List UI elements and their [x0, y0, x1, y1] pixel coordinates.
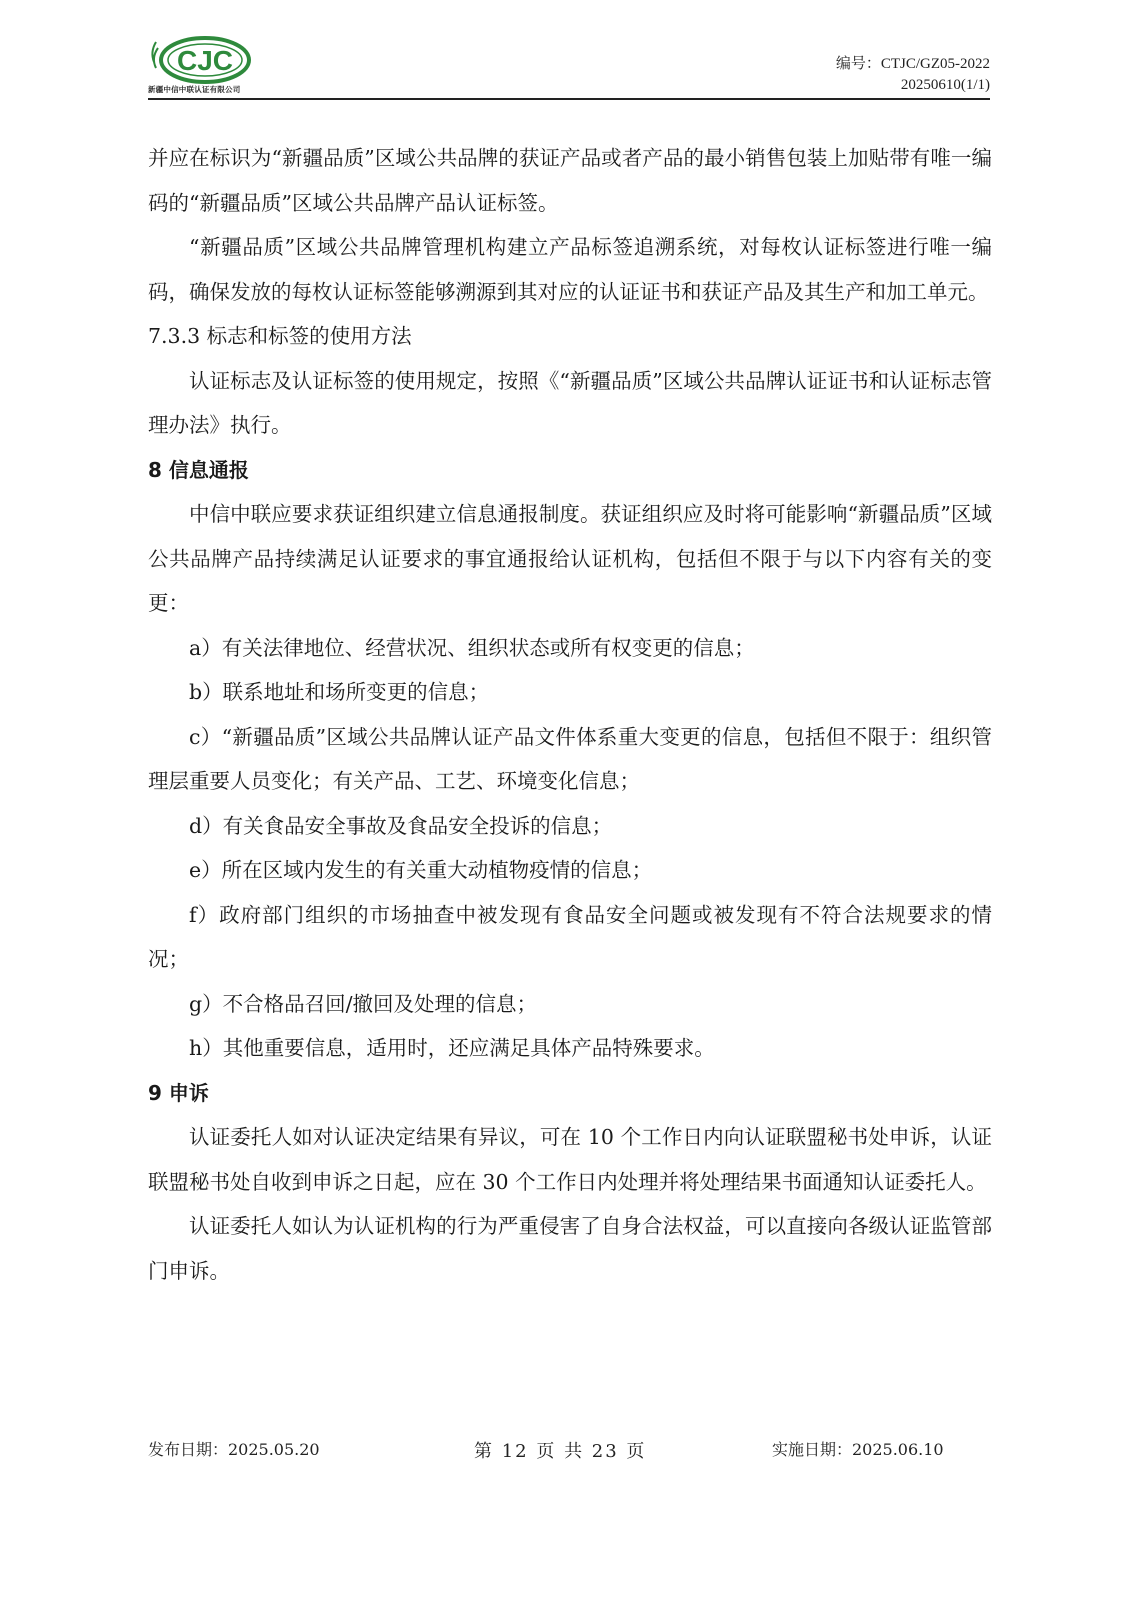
paragraph: 并应在标识为“新疆品质”区域公共品牌的获证产品或者产品的最小销售包装上加贴带有唯一编码的“新疆品质”区域公共品牌产品认证标签。	[148, 146, 992, 215]
company-name: 新疆中信中联认证有限公司	[148, 85, 241, 94]
subsection-heading-7-3-3: 7.3.3 标志和标签的使用方法	[148, 324, 412, 348]
list-item: f）政府部门组织的市场抽查中被发现有食品安全问题或被发现有不符合法规要求的情况；	[148, 902, 992, 971]
publish-date: 发布日期：2025.05.20	[148, 1440, 320, 1459]
implement-date: 实施日期：2025.06.10	[772, 1440, 944, 1459]
list-item: h）其他重要信息，适用时，还应满足具体产品特殊要求。	[189, 1036, 715, 1060]
page-number: 第 12 页 共 23 页	[474, 1441, 647, 1462]
list-item: b）联系地址和场所变更的信息；	[189, 680, 490, 704]
page-header	[148, 30, 990, 100]
paragraph: 认证委托人如对认证决定结果有异议，可在 10 个工作日内向认证联盟秘书处申诉，认证联盟秘书处自收到申诉之日起，应在 30 个工作日内处理并将处理结果书面通知认证委托人。	[148, 1125, 992, 1194]
list-item: d）有关食品安全事故及食品安全投诉的信息；	[189, 813, 613, 838]
list-item: g）不合格品召回/撤回及处理的信息；	[189, 991, 538, 1016]
page-footer	[148, 1437, 948, 1467]
document-number: 编号：CTJC/GZ05-2022	[835, 56, 990, 72]
paragraph: “新疆品质”区域公共品牌管理机构建立产品标签追溯系统，对每枚认证标签进行唯一编码，确保发放的每枚认证标签能够溯源到其对应的认证证书和获证产品及其生产和加工单元。	[148, 235, 992, 304]
section-heading-8: 8 信息通报	[148, 457, 249, 482]
list-item: a）有关法律地位、经营状况、组织状态或所有权变更的信息；	[189, 635, 755, 660]
document-body	[148, 136, 992, 1293]
paragraph: 认证委托人如认为认证机构的行为严重侵害了自身合法权益，可以直接向各级认证监管部门申诉。	[148, 1214, 992, 1283]
list-item: c）“新疆品质”区域公共品牌认证产品文件体系重大变更的信息，包括但不限于：组织管理层重要人员变化；有关产品、工艺、环境变化信息；	[148, 724, 992, 793]
paragraph: 认证标志及认证标签的使用规定，按照《“新疆品质”区域公共品牌认证证书和认证标志管理办法》执行。	[148, 368, 992, 437]
list-item: e）所在区域内发生的有关重大动植物疫情的信息；	[189, 858, 653, 882]
paragraph: 中信中联应要求获证组织建立信息通报制度。获证组织应及时将可能影响“新疆品质”区域公共品牌产品持续满足认证要求的事宜通报给认证机构，包括但不限于与以下内容有关的变更：	[148, 502, 992, 615]
logo-text: CJC	[176, 45, 234, 76]
document-version: 20250610(1/1)	[900, 77, 990, 93]
document-meta	[836, 54, 990, 96]
section-heading-9: 9 申诉	[148, 1080, 209, 1105]
